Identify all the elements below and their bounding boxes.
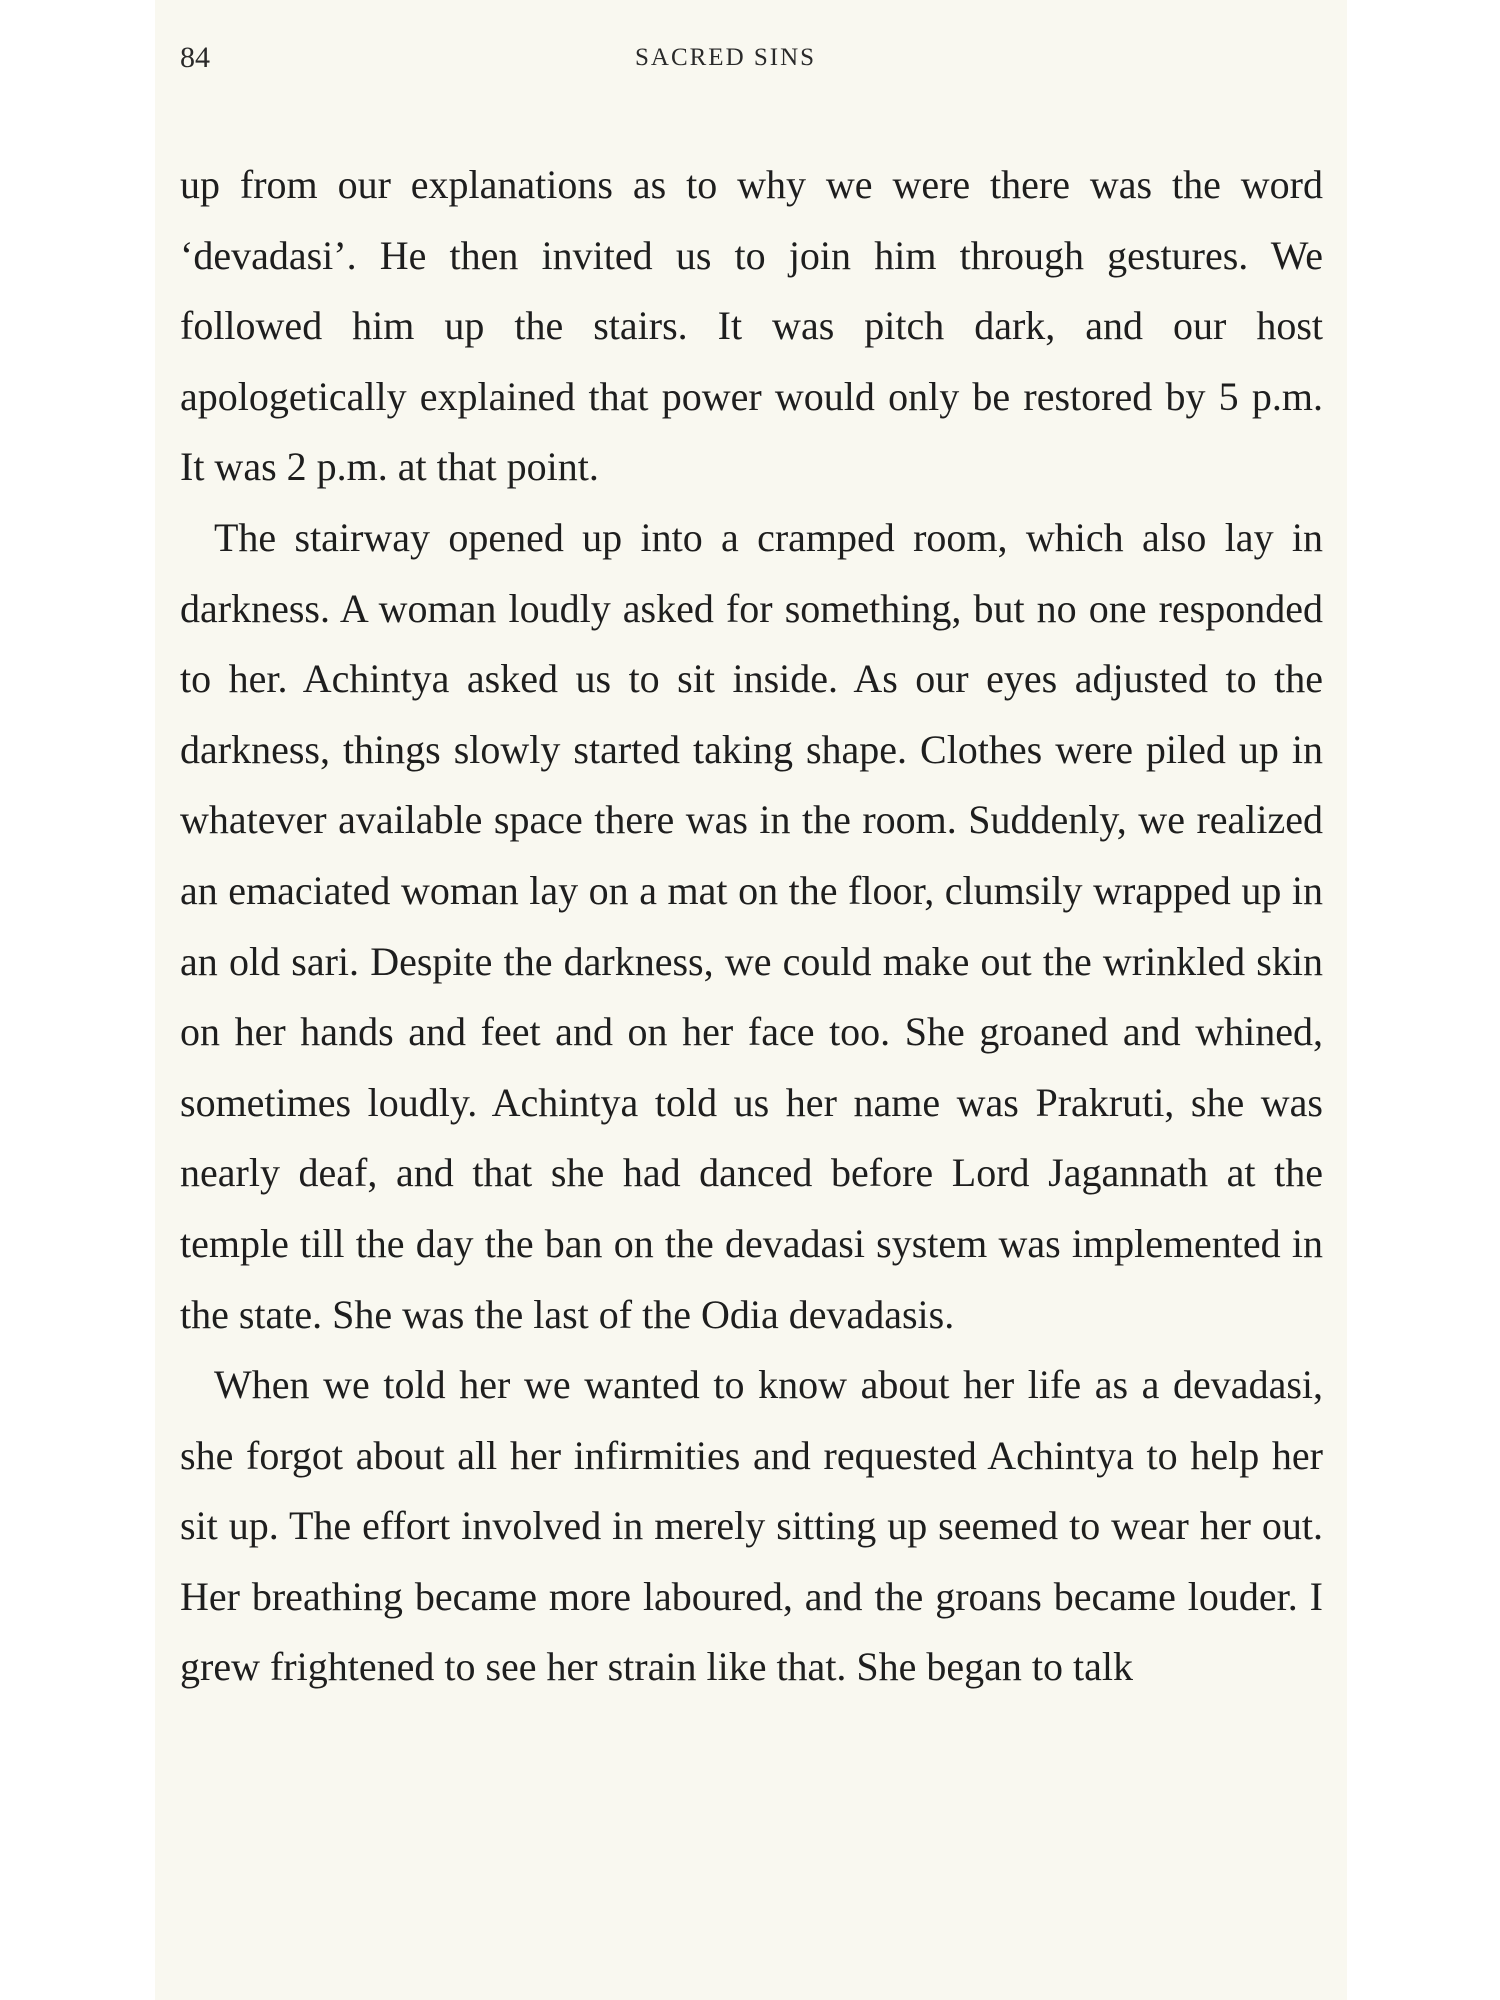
page-number: 84 bbox=[180, 41, 210, 74]
running-title: SACRED SINS bbox=[635, 44, 817, 71]
paragraph: The stairway opened up into a cramped room, which also lay in darkness. A woman loudly asked for something, but no one responded to her. Achintya asked us to sit inside. As our eyes adjusted to the darkness, things slowly started taking shape. Clothes were piled up in whatever available space there was in the room. Suddenly, we realized an emaciated woman lay on a mat on the floor, clumsily wrapped up in an old sari. Despite the darkness, we could make out the wrinkled skin on her hands and feet and on her face too. She groaned and whined, sometimes loudly. Achintya told us her name was Prakruti, she was nearly deaf, and that she had danced before Lord Jagannath at the temple till the day the ban on the devadasi system was implemented in the state. She was the last of the Odia devadasis. bbox=[180, 514, 1323, 1337]
paragraph: up from our explanations as to why we were there was the word ‘devadasi’. He then invited us to join him through gestures. We followed him up the stairs. It was pitch dark, and our host apologetically explained that power would only be restored by 5 p.m. It was 2 p.m. at that point. bbox=[180, 162, 1323, 490]
page-header bbox=[155, 38, 1347, 78]
paragraph: When we told her we wanted to know about her life as a devadasi, she forgot about all her infirmities and requested Achintya to help her sit up. The effort involved in merely sitting up seemed to wear her out. Her breathing became more laboured, and the groans became louder. I grew frightened to see her strain like that. She began to talk bbox=[180, 1362, 1323, 1690]
body-text bbox=[180, 150, 1323, 1703]
book-page bbox=[155, 0, 1347, 2000]
